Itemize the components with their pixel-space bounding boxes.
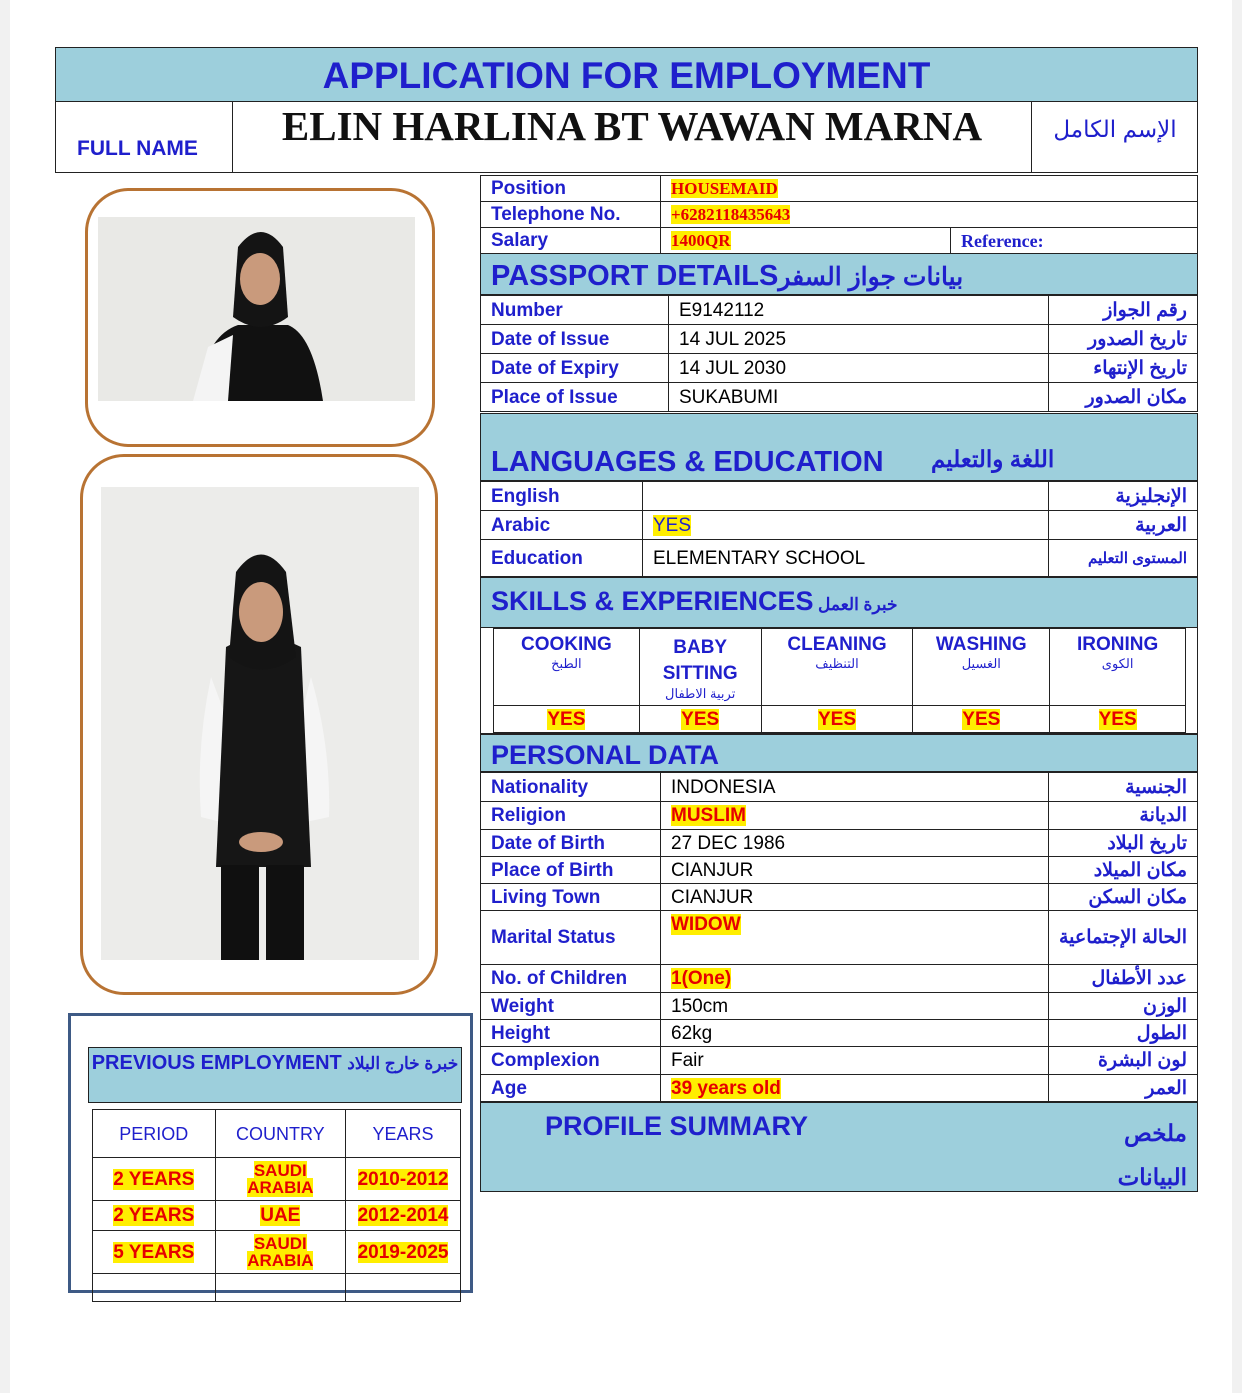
table-row: [481, 511, 1198, 540]
full-name-value-cell: [233, 101, 1032, 172]
education-ar: المستوى التعليم: [1049, 540, 1198, 577]
languages-title-ar: اللغة والتعليم: [931, 446, 1055, 472]
complexion-label: Complexion: [481, 1047, 661, 1075]
skill-washing-label: WASHING: [935, 634, 1027, 655]
table-row: [481, 482, 1198, 511]
country-value: SAUDI ARABIA: [247, 1234, 314, 1270]
place-of-issue-label: Place of Issue: [481, 383, 669, 412]
weight-value: 150cm: [661, 993, 1049, 1020]
living-town-label: Living Town: [481, 884, 661, 911]
skills-value-row: [494, 706, 1186, 733]
age-value: 39 years old: [671, 1077, 781, 1099]
previous-employment-title-ar: خبرة خارج البلاد: [347, 1054, 459, 1073]
phone-label: Telephone No.: [481, 202, 661, 228]
complexion-ar: لون البشرة: [1049, 1047, 1198, 1075]
skill-cooking-label: COOKING: [520, 634, 612, 655]
full-name-label: FULL NAME: [77, 137, 198, 160]
years-value: 2019-2025: [357, 1241, 449, 1263]
skill-ironing-label: IRONING: [1076, 634, 1159, 655]
expiry-date-value: 14 JUL 2030: [669, 354, 1049, 383]
photo-frame-portrait: [85, 188, 435, 447]
height-label: Height: [481, 1020, 661, 1047]
period-value: 2 YEARS: [113, 1168, 195, 1190]
table-row: [481, 1075, 1198, 1102]
issue-date-ar: تاريخ الصدور: [1049, 325, 1198, 354]
portrait-photo: [98, 217, 415, 401]
skills-section-header: [480, 577, 1198, 628]
children-value: 1(One): [671, 968, 732, 989]
table-row: [481, 1047, 1198, 1075]
previous-employment-title: PREVIOUS EMPLOYMENT: [91, 1052, 342, 1074]
position-row: [481, 176, 1198, 202]
place-of-issue-value: SUKABUMI: [669, 383, 1049, 412]
education-value: ELEMENTARY SCHOOL: [643, 540, 1049, 577]
table-row: [481, 884, 1198, 911]
table-row: [481, 993, 1198, 1020]
passport-number-label: Number: [481, 296, 669, 325]
dob-value: 27 DEC 1986: [661, 830, 1049, 857]
previous-employment-header-row: [93, 1110, 461, 1158]
religion-ar: الديانة: [1049, 802, 1198, 830]
arabic-label: Arabic: [481, 511, 643, 540]
country-value: UAE: [260, 1205, 301, 1226]
period-value: 2 YEARS: [113, 1205, 195, 1226]
full-name-value: ELIN HARLINA BT WAWAN MARNA: [281, 103, 983, 149]
expiry-date-label: Date of Expiry: [481, 354, 669, 383]
form-title: APPLICATION FOR EMPLOYMENT: [322, 55, 931, 96]
pob-label: Place of Birth: [481, 857, 661, 884]
photo-frame-full-body: [80, 454, 438, 995]
weight-ar: الوزن: [1049, 993, 1198, 1020]
skill-cleaning-label: CLEANING: [787, 634, 887, 655]
skill-washing-ar: الغسيل: [961, 656, 1001, 671]
skill-babysitting-value: YES: [681, 708, 720, 730]
phone-value: +6282118435643: [671, 205, 791, 224]
application-form: [10, 0, 1232, 1393]
skills-title: SKILLS & EXPERIENCES: [491, 586, 814, 616]
arabic-ar: العربية: [1049, 511, 1198, 540]
passport-section-header: [480, 253, 1198, 295]
complexion-value: Fair: [661, 1047, 1049, 1075]
country-value: SAUDI ARABIA: [247, 1161, 314, 1197]
previous-employment-header: [88, 1047, 462, 1103]
phone-row: [481, 202, 1198, 228]
languages-section-header: [480, 413, 1198, 481]
education-label: Education: [481, 540, 643, 577]
table-row: [481, 830, 1198, 857]
salary-value: 1400QR: [671, 231, 731, 250]
languages-title: LANGUAGES & EDUCATION: [491, 446, 884, 478]
table-row-empty: [93, 1274, 461, 1302]
dob-label: Date of Birth: [481, 830, 661, 857]
religion-value: MUSLIM: [671, 805, 746, 826]
form-title-bar: [55, 47, 1198, 102]
salary-label: Salary: [481, 228, 661, 254]
living-town-ar: مكان السكن: [1049, 884, 1198, 911]
skill-babysitting-label: BABY SITTING: [662, 637, 738, 684]
marital-status-label: Marital Status: [481, 911, 661, 965]
skills-table: [493, 628, 1186, 733]
skill-cleaning-value: YES: [817, 708, 857, 730]
passport-title-ar: بيانات جواز السفر: [778, 263, 964, 291]
marital-status-ar: الحالة الإجتماعية: [1049, 911, 1198, 965]
pob-ar: مكان الميلاد: [1049, 857, 1198, 884]
expiry-date-ar: تاريخ الإنتهاء: [1049, 354, 1198, 383]
profile-summary-section: [480, 1102, 1198, 1192]
table-row: [481, 802, 1198, 830]
years-value: 2012-2014: [357, 1205, 449, 1226]
skills-title-ar: خبرة العمل: [818, 595, 898, 614]
skill-ironing-value: YES: [1098, 708, 1137, 730]
table-row: [481, 540, 1198, 577]
table-row: [481, 773, 1198, 802]
full-name-label-cell: [56, 101, 233, 172]
full-name-ar-cell: [1032, 101, 1198, 172]
skills-area: [480, 628, 1198, 734]
table-row: [481, 296, 1198, 325]
height-ar: الطول: [1049, 1020, 1198, 1047]
table-row: [481, 325, 1198, 354]
children-label: No. of Children: [481, 965, 661, 993]
passport-number-ar: رقم الجواز: [1049, 296, 1198, 325]
nationality-label: Nationality: [481, 773, 661, 802]
passport-table: [480, 295, 1198, 412]
table-row: [93, 1201, 461, 1231]
living-town-value: CIANJUR: [661, 884, 1049, 911]
portrait-person-image: [98, 217, 415, 401]
table-row: [93, 1231, 461, 1274]
arabic-value: YES: [653, 514, 692, 536]
previous-employment-box: [68, 1013, 473, 1293]
personal-table: [480, 772, 1198, 1102]
pob-value: CIANJUR: [661, 857, 1049, 884]
salary-row: [481, 228, 1198, 254]
issue-date-value: 14 JUL 2025: [669, 325, 1049, 354]
religion-label: Religion: [481, 802, 661, 830]
previous-employment-table: [92, 1109, 461, 1302]
height-value: 62kg: [661, 1020, 1049, 1047]
table-row: [481, 354, 1198, 383]
dob-ar: تاريخ البلاد: [1049, 830, 1198, 857]
weight-label: Weight: [481, 993, 661, 1020]
skills-name-row: [494, 629, 1186, 706]
table-row: [481, 1020, 1198, 1047]
passport-title: PASSPORT DETAILS: [491, 260, 779, 292]
position-value: HOUSEMAID: [671, 179, 778, 198]
table-row: [481, 857, 1198, 884]
nationality-value: INDONESIA: [661, 773, 1049, 802]
english-value: [643, 482, 1049, 511]
full-body-person-image: [101, 487, 419, 960]
english-ar: الإنجليزية: [1049, 482, 1198, 511]
profile-summary-title-ar: ملخص البيانات: [1117, 1120, 1187, 1190]
children-ar: عدد الأطفال: [1049, 965, 1198, 993]
english-label: English: [481, 482, 643, 511]
full-name-ar: الإسم الكامل: [1053, 116, 1177, 142]
table-row: [481, 383, 1198, 412]
header-period: PERIOD: [93, 1110, 216, 1158]
skill-cooking-value: YES: [547, 708, 586, 730]
skill-cooking-ar: الطبخ: [551, 656, 582, 671]
years-value: 2010-2012: [357, 1168, 449, 1190]
period-value: 5 YEARS: [113, 1241, 195, 1263]
position-label: Position: [481, 176, 661, 202]
profile-summary-title: PROFILE SUMMARY: [545, 1111, 808, 1141]
skill-washing-value: YES: [962, 708, 1001, 730]
passport-number-value: E9142112: [669, 296, 1049, 325]
personal-section-header: [480, 734, 1198, 772]
header-country: COUNTRY: [215, 1110, 346, 1158]
place-of-issue-ar: مكان الصدور: [1049, 383, 1198, 412]
languages-table: [480, 481, 1198, 577]
issue-date-label: Date of Issue: [481, 325, 669, 354]
full-body-photo: [101, 487, 419, 960]
skill-babysitting-ar: تربية الاطفال: [665, 686, 736, 701]
skill-cleaning-ar: التنظيف: [815, 656, 859, 671]
age-ar: العمر: [1049, 1075, 1198, 1102]
full-name-row: [55, 101, 1198, 173]
age-label: Age: [481, 1075, 661, 1102]
personal-title: PERSONAL DATA: [491, 740, 720, 770]
skill-ironing-ar: الكوى: [1101, 656, 1134, 671]
job-info-table: [480, 175, 1198, 254]
marital-status-value: WIDOW: [671, 914, 741, 935]
table-row: [481, 965, 1198, 993]
table-row: [93, 1158, 461, 1201]
reference-label: Reference:: [951, 228, 1198, 254]
header-years: YEARS: [346, 1110, 461, 1158]
nationality-ar: الجنسية: [1049, 773, 1198, 802]
table-row: [481, 911, 1198, 965]
